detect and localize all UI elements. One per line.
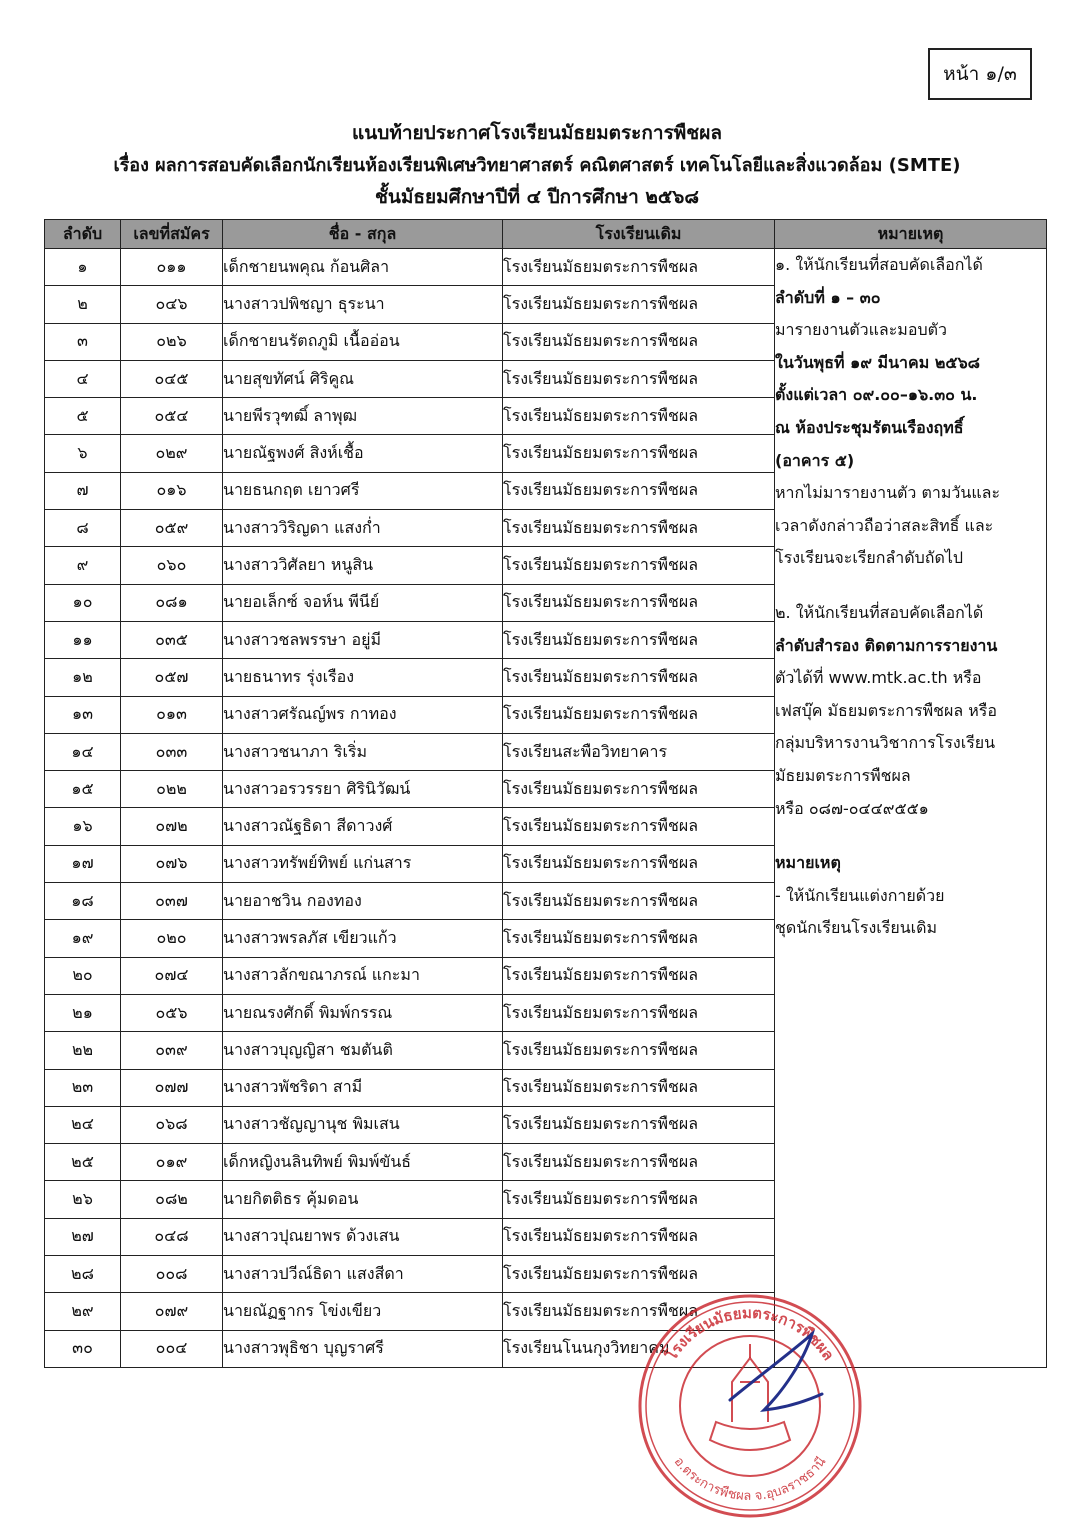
- row-student-name: นายอาชวิน กองทอง: [223, 883, 503, 920]
- row-former-school: โรงเรียนมัธยมตระการพืชผล: [503, 435, 775, 472]
- remark-line: เฟสบุ๊ค มัธยมตระการพืชผล หรือ: [775, 700, 998, 720]
- row-student-name: นางสาวทรัพย์ทิพย์ แก่นสาร: [223, 845, 503, 882]
- row-student-name: นายสุขทัศน์ ศิริคูณ: [223, 360, 503, 397]
- row-order: ๔: [45, 360, 121, 397]
- row-order: ๒๓: [45, 1069, 121, 1106]
- row-former-school: โรงเรียนมัธยมตระการพืชผล: [503, 1106, 775, 1143]
- row-order: ๒๐: [45, 957, 121, 994]
- row-former-school: โรงเรียนโนนกุงวิทยาคม: [503, 1330, 775, 1367]
- row-application-number: ๐๐๔: [121, 1330, 223, 1367]
- row-former-school: โรงเรียนมัธยมตระการพืชผล: [503, 547, 775, 584]
- row-application-number: ๐๐๘: [121, 1256, 223, 1293]
- remark-line: หากไม่มารายงานตัว ตามวันและ: [775, 483, 1001, 503]
- remark-line: ตั้งแต่เวลา ๐๙.๐๐–๑๖.๓๐ น.: [775, 385, 978, 405]
- row-order: ๒๗: [45, 1218, 121, 1255]
- row-former-school: โรงเรียนสะพือวิทยาคาร: [503, 733, 775, 770]
- document-grade-year: ชั้นมัธยมศึกษาปีที่ ๔ ปีการศึกษา ๒๕๖๘: [374, 186, 700, 208]
- row-former-school: โรงเรียนมัธยมตระการพืชผล: [503, 510, 775, 547]
- row-student-name: นายณัฏฐากร โข่งเขียว: [223, 1293, 503, 1330]
- row-order: ๘: [45, 510, 121, 547]
- row-application-number: ๐๔๖: [121, 286, 223, 323]
- row-order: ๒๕: [45, 1144, 121, 1181]
- table-row: [45, 249, 1047, 286]
- row-order: ๗: [45, 472, 121, 509]
- row-application-number: ๐๔๕: [121, 360, 223, 397]
- remark-line: ๑. ให้นักเรียนที่สอบคัดเลือกได้: [775, 255, 983, 274]
- row-student-name: นางสาวพุธิชา บุญราศรี: [223, 1330, 503, 1367]
- row-application-number: ๐๓๗: [121, 883, 223, 920]
- row-former-school: โรงเรียนมัธยมตระการพืชผล: [503, 696, 775, 733]
- row-former-school: โรงเรียนมัธยมตระการพืชผล: [503, 771, 775, 808]
- row-application-number: ๐๓๙: [121, 1032, 223, 1069]
- row-student-name: นายอเล็กซ์ จอห์น พีนีย์: [223, 584, 503, 621]
- row-application-number: ๐๒๒: [121, 771, 223, 808]
- seal-bottom-text: อ.ตระการพืชผล จ.อุบลราชธานี: [670, 1454, 830, 1505]
- row-student-name: นางสาวชลพรรษา อยู่มี: [223, 621, 503, 658]
- header-application-number: เลขที่สมัคร: [121, 220, 223, 249]
- row-order: ๑๓: [45, 696, 121, 733]
- document-title: แนบท้ายประกาศโรงเรียนมัธยมตระการพืชผล: [352, 122, 722, 144]
- row-student-name: นางสาวปวีณ์ธิดา แสงสีดา: [223, 1256, 503, 1293]
- row-order: ๑๙: [45, 920, 121, 957]
- remark-line: ตัวได้ที่ www.mtk.ac.th หรือ: [775, 668, 982, 688]
- row-application-number: ๐๗๙: [121, 1293, 223, 1330]
- row-former-school: โรงเรียนมัธยมตระการพืชผล: [503, 659, 775, 696]
- row-student-name: เด็กชายนพคุณ ก้อนศิลา: [223, 249, 503, 286]
- row-student-name: นางสาวบุญญิสา ชมตันติ: [223, 1032, 503, 1069]
- row-former-school: โรงเรียนมัธยมตระการพืชผล: [503, 1181, 775, 1218]
- row-student-name: นางสาวปุณยาพร ด้วงเสน: [223, 1218, 503, 1255]
- table-header-row: [45, 220, 1047, 249]
- row-student-name: นางสาวอรวรรยา ศิรินิวัฒน์: [223, 771, 503, 808]
- row-order: ๒: [45, 286, 121, 323]
- row-order: ๕: [45, 398, 121, 435]
- row-application-number: ๐๒๖: [121, 323, 223, 360]
- remark-line: ณ ห้องประชุมรัตนเรืองฤทธิ์: [775, 417, 964, 437]
- row-student-name: นายธนาทร รุ่งเรือง: [223, 659, 503, 696]
- row-application-number: ๐๑๑: [121, 249, 223, 286]
- row-former-school: โรงเรียนมัธยมตระการพืชผล: [503, 323, 775, 360]
- row-student-name: นายธนกฤต เยาวศรี: [223, 472, 503, 509]
- row-former-school: โรงเรียนมัธยมตระการพืชผล: [503, 1069, 775, 1106]
- row-former-school: โรงเรียนมัธยมตระการพืชผล: [503, 472, 775, 509]
- row-former-school: โรงเรียนมัธยมตระการพืชผล: [503, 845, 775, 882]
- row-application-number: ๐๖๘: [121, 1106, 223, 1143]
- row-application-number: ๐๖๐: [121, 547, 223, 584]
- row-application-number: ๐๕๙: [121, 510, 223, 547]
- seal-top-text: โรงเรียนมัธยมตระการพืชผล: [662, 1303, 838, 1364]
- row-student-name: นางสาวปพิชญา ธุระนา: [223, 286, 503, 323]
- row-former-school: โรงเรียนมัธยมตระการพืชผล: [503, 808, 775, 845]
- row-application-number: ๐๗๔: [121, 957, 223, 994]
- row-application-number: ๐๒๐: [121, 920, 223, 957]
- remark-line: ลำดับที่ ๑ – ๓๐: [775, 287, 881, 307]
- page-number: หน้า ๑/๓: [928, 48, 1032, 100]
- row-student-name: นางสาววิศัลยา หนูสิน: [223, 547, 503, 584]
- row-student-name: นายณรงศักดิ์ พิมพ์กรรณ: [223, 994, 503, 1031]
- row-former-school: โรงเรียนมัธยมตระการพืชผล: [503, 994, 775, 1031]
- remark-line: [775, 825, 1046, 847]
- row-former-school: โรงเรียนมัธยมตระการพืชผล: [503, 360, 775, 397]
- row-order: ๙: [45, 547, 121, 584]
- row-student-name: เด็กชายนรัตถภูมิ เนื้ออ่อน: [223, 323, 503, 360]
- row-application-number: ๐๒๙: [121, 435, 223, 472]
- remark-line: มารายงานตัวและมอบตัว: [775, 320, 947, 340]
- svg-text:อ.ตระการพืชผล จ.อุบลราชธานี: [671, 1454, 830, 1504]
- row-student-name: นายพีรวุฑฒิ์ ลาพุฒ: [223, 398, 503, 435]
- row-former-school: โรงเรียนมัธยมตระการพืชผล: [503, 920, 775, 957]
- row-student-name: นางสาวพรลภัส เขียวแก้ว: [223, 920, 503, 957]
- row-application-number: ๐๗๒: [121, 808, 223, 845]
- header-remarks: หมายเหตุ: [775, 220, 1047, 249]
- row-student-name: เด็กหญิงนลินทิพย์ พิมพ์ขันธ์: [223, 1144, 503, 1181]
- row-order: ๒๑: [45, 994, 121, 1031]
- row-order: ๒๔: [45, 1106, 121, 1143]
- row-order: ๒๙: [45, 1293, 121, 1330]
- row-order: ๑๑: [45, 621, 121, 658]
- row-order: ๖: [45, 435, 121, 472]
- row-application-number: ๐๕๖: [121, 994, 223, 1031]
- remark-line: หมายเหตุ: [775, 853, 841, 873]
- row-former-school: โรงเรียนมัธยมตระการพืชผล: [503, 1032, 775, 1069]
- row-application-number: ๐๑๙: [121, 1144, 223, 1181]
- remark-line: - ให้นักเรียนแต่งกายด้วย: [775, 885, 945, 905]
- remarks-cell: [775, 249, 1047, 1368]
- row-order: ๑๕: [45, 771, 121, 808]
- row-application-number: ๐๓๓: [121, 733, 223, 770]
- row-application-number: ๐๔๘: [121, 1218, 223, 1255]
- row-former-school: โรงเรียนมัธยมตระการพืชผล: [503, 1218, 775, 1255]
- remark-line: ในวันพุธที่ ๑๙ มีนาคม ๒๕๖๘: [775, 352, 980, 372]
- row-application-number: ๐๑๓: [121, 696, 223, 733]
- row-order: ๒๘: [45, 1256, 121, 1293]
- row-former-school: โรงเรียนมัธยมตระการพืชผล: [503, 883, 775, 920]
- row-application-number: ๐๘๒: [121, 1181, 223, 1218]
- remark-line: ชุดนักเรียนโรงเรียนเดิม: [775, 918, 938, 938]
- row-student-name: นางสาวศรัณญ์พร กาทอง: [223, 696, 503, 733]
- remark-line: เวลาดังกล่าวถือว่าสละสิทธิ์ และ: [775, 515, 994, 535]
- row-student-name: นางสาวลักขณาภรณ์ แกะมา: [223, 957, 503, 994]
- row-order: ๑๐: [45, 584, 121, 621]
- row-former-school: โรงเรียนมัธยมตระการพืชผล: [503, 1293, 775, 1330]
- results-table: [44, 219, 1047, 1368]
- row-application-number: ๐๕๔: [121, 398, 223, 435]
- header-name: ชื่อ - สกุล: [223, 220, 503, 249]
- row-order: ๒๖: [45, 1181, 121, 1218]
- remark-line: (อาคาร ๕): [775, 450, 855, 470]
- remark-line: หรือ ๐๘๗-๐๔๔๙๕๕๑: [775, 798, 929, 818]
- remark-line: ๒. ให้นักเรียนที่สอบคัดเลือกได้: [775, 602, 984, 622]
- row-student-name: นายณัฐพงศ์ สิงห์เชื้อ: [223, 435, 503, 472]
- row-order: ๑๘: [45, 883, 121, 920]
- header-order: ลำดับ: [45, 220, 121, 249]
- remark-line: กลุ่มบริหารงานวิชาการโรงเรียน: [775, 733, 996, 753]
- row-student-name: นางสาวชัญญานุช พิมเสน: [223, 1106, 503, 1143]
- row-order: ๒๒: [45, 1032, 121, 1069]
- row-former-school: โรงเรียนมัธยมตระการพืชผล: [503, 621, 775, 658]
- row-order: ๓๐: [45, 1330, 121, 1367]
- row-order: ๑๗: [45, 845, 121, 882]
- row-application-number: ๐๘๑: [121, 584, 223, 621]
- row-application-number: ๐๓๕: [121, 621, 223, 658]
- remark-line: โรงเรียนจะเรียกลำดับถัดไป: [775, 548, 964, 568]
- row-former-school: โรงเรียนมัธยมตระการพืชผล: [503, 957, 775, 994]
- row-former-school: โรงเรียนมัธยมตระการพืชผล: [503, 584, 775, 621]
- row-student-name: นางสาวณัฐธิดา สีดาวงศ์: [223, 808, 503, 845]
- row-former-school: โรงเรียนมัธยมตระการพืชผล: [503, 1256, 775, 1293]
- row-order: ๑๒: [45, 659, 121, 696]
- document-subject: เรื่อง ผลการสอบคัดเลือกนักเรียนห้องเรียนพิเศษวิทยาศาสตร์ คณิตศาสตร์ เทคโนโลยีและสิ่งแวดล้อม (SMTE): [113, 155, 961, 176]
- remark-line: ลำดับสำรอง ติดตามการรายงาน: [775, 635, 998, 655]
- row-application-number: ๐๕๗: [121, 659, 223, 696]
- remark-line: มัธยมตระการพืชผล: [775, 765, 911, 785]
- row-student-name: นายกิตติธร คุ้มดอน: [223, 1181, 503, 1218]
- row-application-number: ๐๗๖: [121, 845, 223, 882]
- row-order: ๑๖: [45, 808, 121, 845]
- row-student-name: นางสาวชนาภา ริเริ่ม: [223, 733, 503, 770]
- row-former-school: โรงเรียนมัธยมตระการพืชผล: [503, 398, 775, 435]
- row-student-name: นางสาววิริญดา แสงก่ำ: [223, 510, 503, 547]
- header-former-school: โรงเรียนเดิม: [503, 220, 775, 249]
- row-order: ๑๔: [45, 733, 121, 770]
- row-former-school: โรงเรียนมัธยมตระการพืชผล: [503, 249, 775, 286]
- row-order: ๑: [45, 249, 121, 286]
- row-student-name: นางสาวพัชริดา สามี: [223, 1069, 503, 1106]
- remark-line: [775, 575, 1046, 597]
- row-application-number: ๐๑๖: [121, 472, 223, 509]
- row-application-number: ๐๗๗: [121, 1069, 223, 1106]
- row-former-school: โรงเรียนมัธยมตระการพืชผล: [503, 286, 775, 323]
- row-former-school: โรงเรียนมัธยมตระการพืชผล: [503, 1144, 775, 1181]
- row-order: ๓: [45, 323, 121, 360]
